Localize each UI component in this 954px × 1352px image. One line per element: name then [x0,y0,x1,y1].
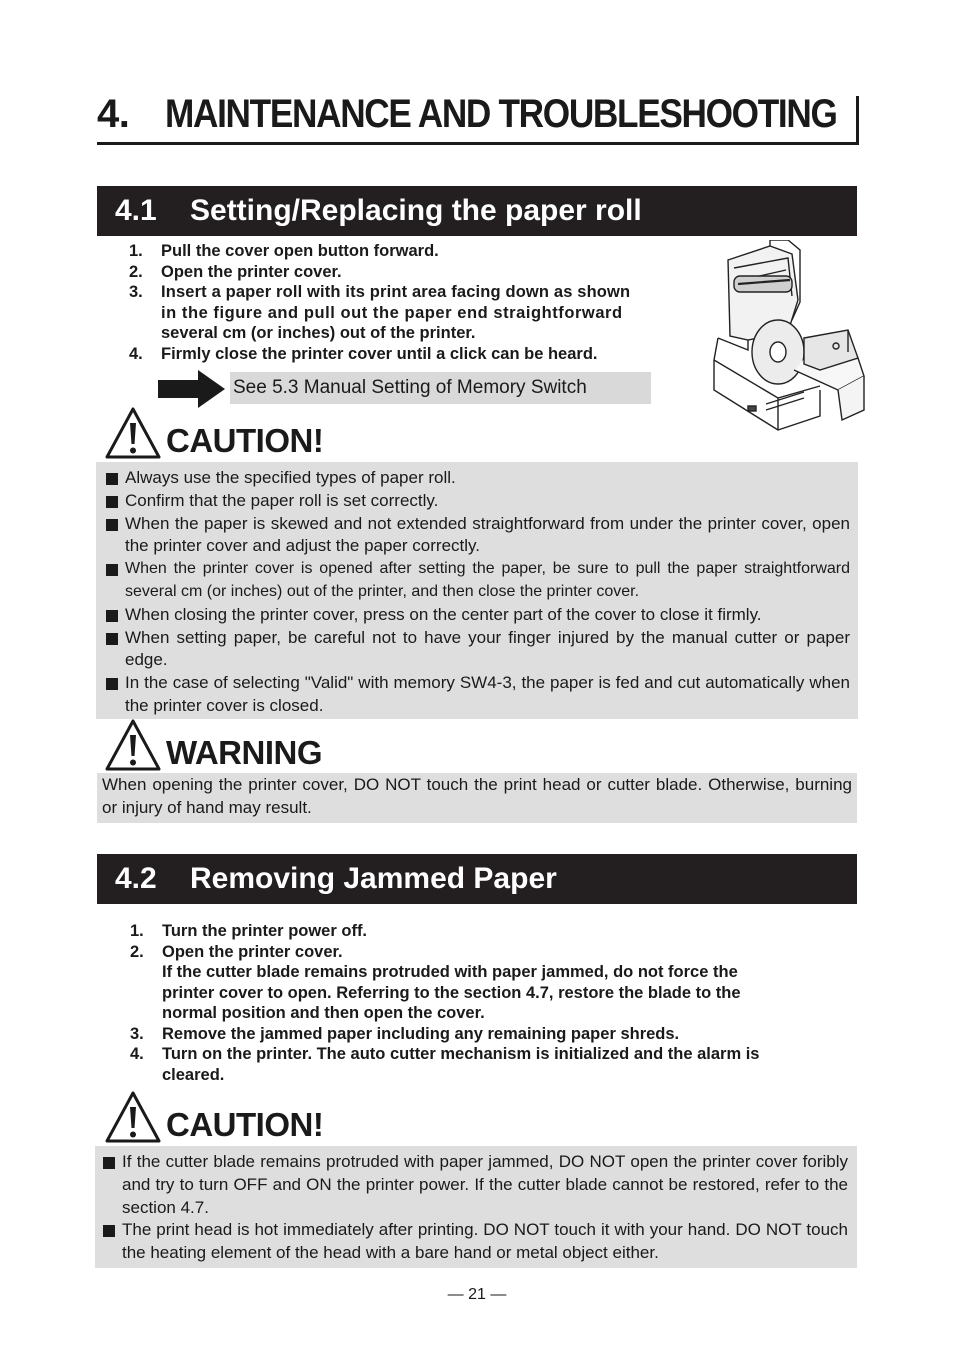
caution-item: When the paper is skewed and not extended straightforward from under the printer cover, open the printer cover and adjust the paper correctly. [106,513,850,559]
reference-text: See 5.3 Manual Setting of Memory Switch [230,372,651,404]
section-4-1-steps [127,241,687,364]
section-title: Setting/Replacing the paper roll [190,194,642,227]
bullet-square-icon [106,633,118,645]
warning-label: WARNING [166,734,322,771]
chapter-title [97,92,859,145]
caution-label: CAUTION! [166,422,324,459]
chapter-number: 4. [97,92,130,136]
warning-triangle-icon [104,406,162,460]
step-item: 3. Remove the jammed paper including any remaining paper shreds. [130,1024,680,1043]
bullet-square-icon [106,564,118,576]
step-item: 2. Open the printer cover. If the cutter blade remains protruded with paper jammed, do not force the printer cover to open. Referring to the section 4.7, restore the blade to the normal position and then open the cover. [130,942,741,1022]
step-item: 1. Turn the printer power off. [130,922,368,940]
bullet-square-icon [106,473,118,485]
caution-item: When closing the printer cover, press on the center part of the cover to close it firmly. [106,604,850,627]
section-number: 4.2 [115,862,157,895]
bullet-square-icon [106,610,118,622]
section-4-2-steps [128,921,838,1085]
caution-item: Always use the specified types of paper roll. [106,467,850,490]
warning-triangle-icon [104,718,162,772]
caution-label: CAUTION! [166,1106,324,1143]
caution-item: When the printer cover is opened after setting the paper, be sure to pull the paper straightforward several cm (or inches) out of the printer, and then close the printer cover. [106,558,850,604]
warning-triangle-icon [104,1090,162,1144]
warning-box [97,773,857,823]
caution-item: In the case of selecting "Valid" with memory SW4-3, the paper is fed and cut automatically when the printer cover is closed. [106,672,850,718]
warning-text: When opening the printer cover, DO NOT touch the print head or cutter blade. Otherwise, burning or injury of hand may result. [102,775,852,817]
step-item: 4. Firmly close the printer cover until a click can be heard. [129,344,598,363]
chapter-title-rule [856,96,859,144]
caution-item: The print head is hot immediately after printing. DO NOT touch it with your hand. DO NOT touch the heating element of the head with a bare hand or metal object either. [103,1219,848,1265]
caution-item: Confirm that the paper roll is set correctly. [106,490,850,513]
bullet-square-icon [106,519,118,531]
printer-illustration [708,240,868,432]
section-title: Removing Jammed Paper [190,862,557,895]
caution-item: When setting paper, be careful not to have your finger injured by the manual cutter or paper edge. [106,627,850,673]
bullet-square-icon [103,1157,115,1169]
caution-box [95,1146,857,1268]
bullet-square-icon [106,496,118,508]
section-number: 4.1 [115,194,157,227]
step-item: 4. Turn on the printer. The auto cutter mechanism is initialized and the alarm is cleared. [130,1045,760,1084]
page-number: — 21 — [447,1286,507,1303]
bullet-square-icon [106,678,118,690]
right-arrow-icon [158,370,226,408]
bullet-square-icon [103,1225,115,1237]
step-item: 1. Pull the cover open button forward. [129,242,439,260]
caution-box [96,462,858,719]
step-item: 3. Insert a paper roll with its print area facing down as shown in the figure and pull out the paper end straightforward several cm (or inches) out of the printer. [129,283,631,342]
chapter-heading: MAINTENANCE AND TROUBLESHOOTING [165,92,837,136]
caution-item: If the cutter blade remains protruded with paper jammed, DO NOT open the printer cover foribly and try to turn OFF and ON the printer power. If the cutter blade cannot be restored, refer to the section 4.7. [103,1151,848,1219]
step-item: 2. Open the printer cover. [129,262,342,281]
section-4-1-header [97,186,857,236]
section-4-2-header [97,854,857,904]
